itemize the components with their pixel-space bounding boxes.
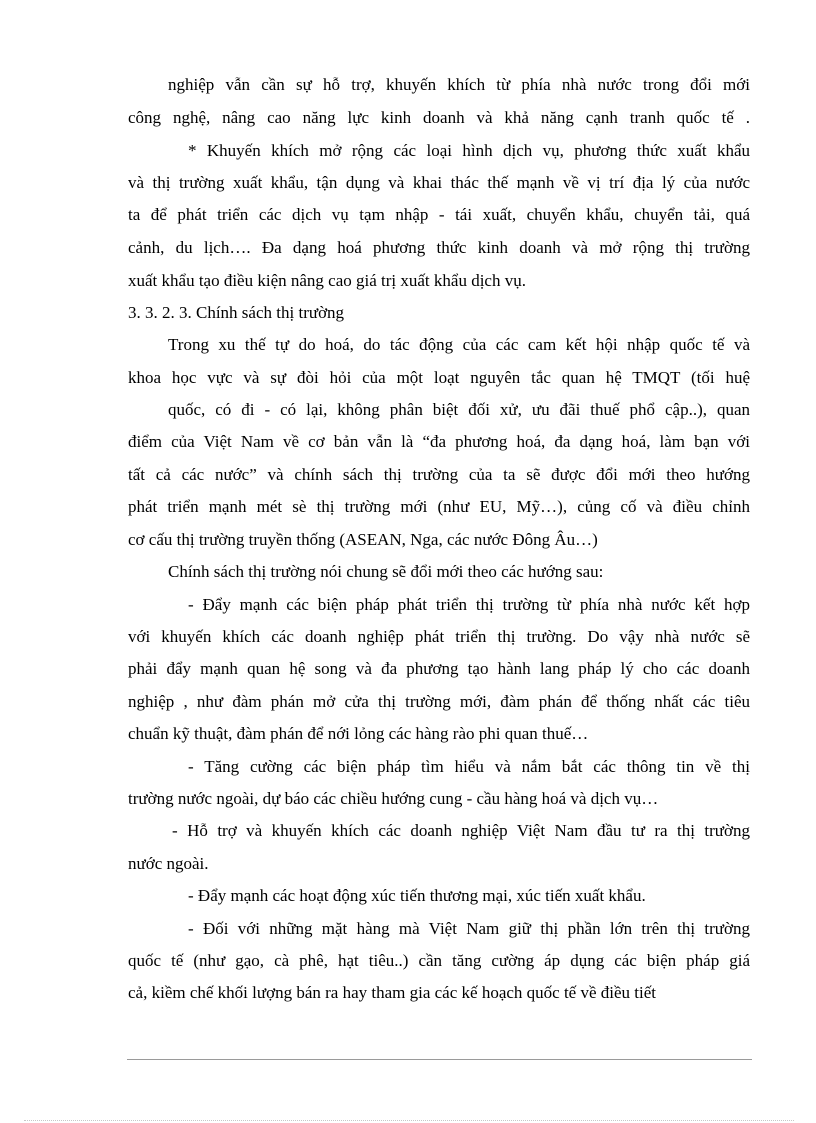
text-line: cảnh, du lịch…. Đa dạng hoá phương thức kinh doanh và mở rộng thị trường [128,238,750,257]
text-line: - Đối với những mặt hàng mà Việt Nam giữ thị phần lớn trên thị trường [188,919,750,938]
text-line: điểm của Việt Nam về cơ bản vẫn là “đa phương hoá, đa dạng hoá, làm bạn với [128,432,750,451]
text-line: cơ cấu thị trường truyền thống (ASEAN, Nga, các nước Đông Âu…) [128,530,598,549]
text-line: quốc tế (như gạo, cà phê, hạt tiêu..) cần tăng cường áp dụng các biện pháp giá [128,951,750,970]
text-line: Trong xu thế tự do hoá, do tác động của các cam kết hội nhập quốc tế và [168,335,750,354]
text-line: phát triển mạnh mét sè thị trường mới (như EU, Mỹ…), củng cố và điều chỉnh [128,497,750,516]
text-line: - Đẩy mạnh các hoạt động xúc tiến thương mại, xúc tiến xuất khẩu. [188,886,646,905]
text-line: * Khuyến khích mở rộng các loại hình dịch vụ, phương thức xuất khẩu [188,141,750,160]
text-line: nghiệp , như đàm phán mở cửa thị trường mới, đàm phán để thống nhất các tiêu [128,692,750,711]
text-line: ta để phát triển các dịch vụ tạm nhập - tái xuất, chuyển khẩu, chuyển tải, quá [128,205,750,224]
text-line: Chính sách thị trường nói chung sẽ đổi mới theo các hướng sau: [168,562,604,581]
text-line: khoa học vực và sự đòi hỏi của một loạt nguyên tắc quan hệ TMQT (tối huệ [128,368,750,387]
text-line: nước ngoài. [128,854,209,873]
text-line: - Hỗ trợ và khuyến khích các doanh nghiệp Việt Nam đầu tư ra thị trường [172,821,750,840]
text-line: và thị trường xuất khẩu, tận dụng và khai thác thế mạnh về vị trí địa lý của nước [128,173,750,192]
text-line: phải đẩy mạnh quan hệ song và đa phương tạo hành lang pháp lý cho các doanh [128,659,750,678]
text-line: cả, kiềm chế khối lượng bán ra hay tham gia các kế hoạch quốc tế về điều tiết [128,983,656,1002]
text-line: xuất khẩu tạo điều kiện nâng cao giá trị xuất khẩu dịch vụ. [128,271,526,290]
text-line: chuẩn kỹ thuật, đàm phán để nới lỏng các hàng rào phi quan thuế… [128,724,589,743]
text-line: tất cả các nước” và chính sách thị trường của ta sẽ được đổi mới theo hướng [128,465,750,484]
text-line: nghiệp vẫn cần sự hỗ trợ, khuyến khích từ phía nhà nước trong đổi mới [168,75,750,94]
text-line: trường nước ngoài, dự báo các chiều hướng cung - cầu hàng hoá và dịch vụ… [128,789,659,808]
text-line: - Tăng cường các biện pháp tìm hiểu và nắm bắt các thông tin về thị [188,757,750,776]
text-line: với khuyến khích các doanh nghiệp phát triển thị trường. Do vậy nhà nước sẽ [128,627,750,646]
text-line: quốc, có đi - có lại, không phân biệt đối xử, ưu đãi thuế phổ cập..), quan [168,400,750,419]
text-line: công nghệ, nâng cao năng lực kinh doanh và khả năng cạnh tranh quốc tế . [128,108,750,127]
text-line: - Đẩy mạnh các biện pháp phát triển thị trường từ phía nhà nước kết hợp [188,595,750,614]
section-heading: 3. 3. 2. 3. Chính sách thị trường [128,303,345,322]
footer-divider [127,1059,752,1060]
page-bottom-border [24,1120,794,1121]
